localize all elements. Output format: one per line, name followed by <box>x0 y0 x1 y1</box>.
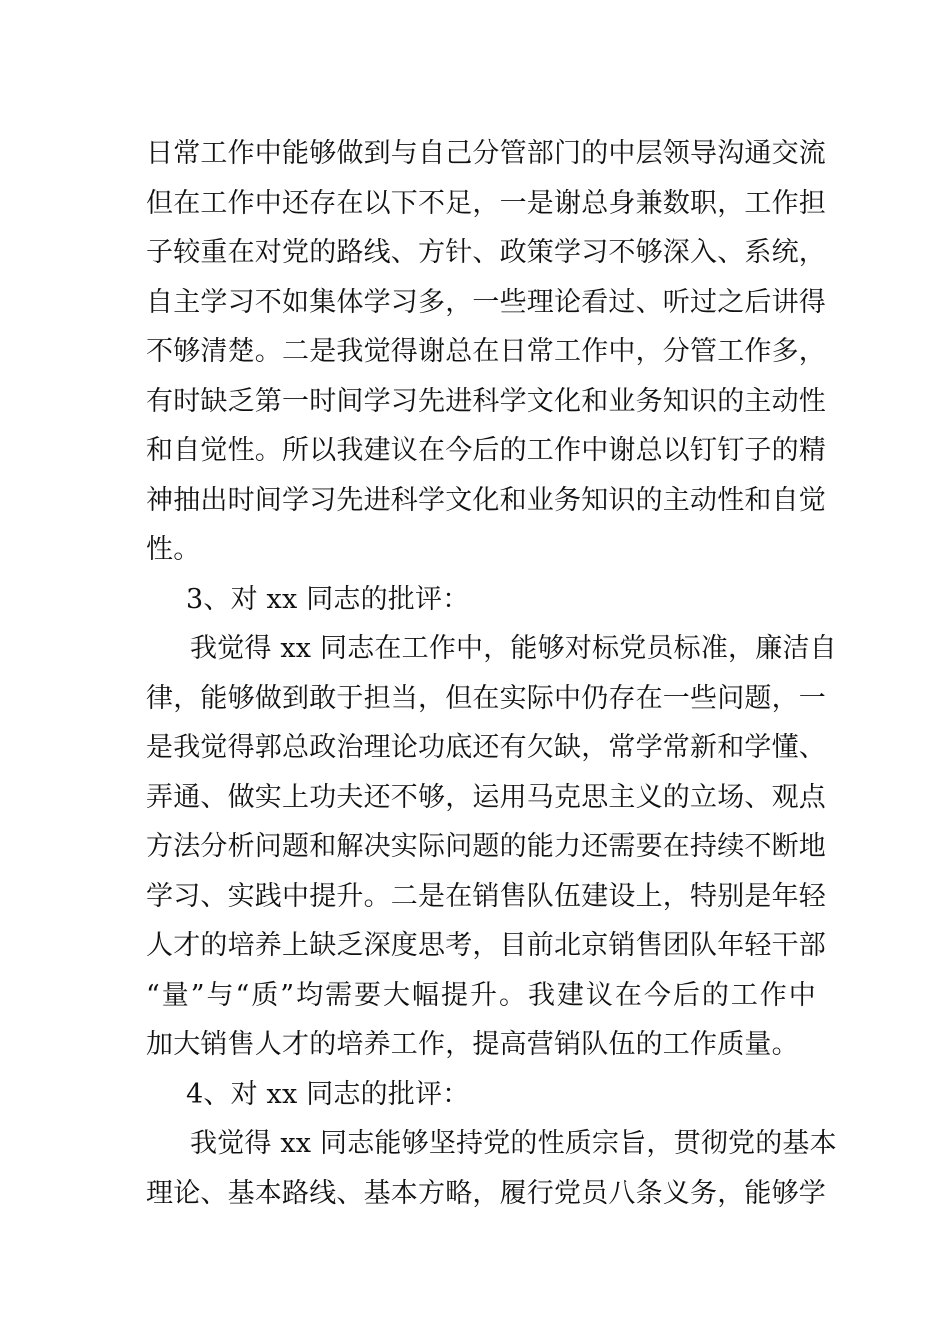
text-line: 和自觉性。所以我建议在今后的工作中谢总以钉钉子的精 <box>146 435 826 466</box>
paragraph-first-line: 我觉得 xx 同志能够坚持党的性质宗旨，贯彻党的基本 <box>190 1128 837 1159</box>
text-line: 性。 <box>146 534 201 565</box>
text-line: 方法分析问题和解决实际问题的能力还需要在持续不断地 <box>146 831 826 862</box>
text-line: “量”与“质”均需要大幅提升。我建议在今后的工作中 <box>146 980 816 1011</box>
section-heading: 3、对 xx 同志的批评： <box>186 584 470 615</box>
text-line: 学习、实践中提升。二是在销售队伍建设上，特别是年轻 <box>146 881 826 912</box>
text-line: 但在工作中还存在以下不足，一是谢总身兼数职，工作担 <box>146 188 826 219</box>
text-line: 不够清楚。二是我觉得谢总在日常工作中，分管工作多， <box>146 336 826 367</box>
text-line: 是我觉得郭总政治理论功底还有欠缺，常学常新和学懂、 <box>146 732 826 763</box>
text-line: 律，能够做到敢于担当，但在实际中仍存在一些问题，一 <box>146 683 826 714</box>
section-heading: 4、对 xx 同志的批评： <box>186 1079 470 1110</box>
text-line: 日常工作中能够做到与自己分管部门的中层领导沟通交流 <box>146 138 826 169</box>
text-line: 有时缺乏第一时间学习先进科学文化和业务知识的主动性 <box>146 386 826 417</box>
text-line: 子较重在对党的路线、方针、政策学习不够深入、系统， <box>146 237 826 268</box>
text-line: 神抽出时间学习先进科学文化和业务知识的主动性和自觉 <box>146 485 826 516</box>
text-line: 理论、基本路线、基本方略，履行党员八条义务，能够学 <box>146 1178 826 1209</box>
text-line: 加大销售人才的培养工作，提高营销队伍的工作质量。 <box>146 1029 799 1060</box>
text-line: 人才的培养上缺乏深度思考，目前北京销售团队年轻干部 <box>146 930 826 961</box>
text-line: 弄通、做实上功夫还不够，运用马克思主义的立场、观点 <box>146 782 826 813</box>
paragraph-first-line: 我觉得 xx 同志在工作中，能够对标党员标准，廉洁自 <box>190 633 837 664</box>
text-line: 自主学习不如集体学习多，一些理论看过、听过之后讲得 <box>146 287 826 318</box>
